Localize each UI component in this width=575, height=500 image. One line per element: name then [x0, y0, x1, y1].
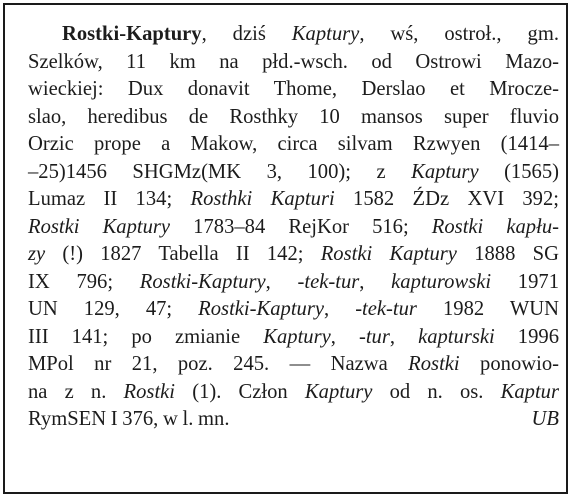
text-run: Szelków, 11 km na płd.-wsch. od Ostrowi Mazo-	[28, 50, 559, 73]
text-run: 1582 ŹDz XVI 392;	[334, 188, 559, 210]
text-run: ,	[389, 325, 419, 348]
italic-run: Kaptury	[411, 160, 479, 183]
italic-run: Rostki kapłu-	[431, 215, 559, 238]
dictionary-entry-box	[3, 3, 568, 494]
italic-run: Rostki Kaptury	[28, 215, 171, 238]
text-run: , wś, ostroł., gm.	[359, 23, 559, 45]
entry-line	[28, 186, 559, 214]
italic-run: Kaptury	[291, 23, 360, 45]
italic-run: Rosthki Kapturi	[190, 188, 335, 210]
entry-line	[28, 269, 559, 297]
text-run: ponowio-	[459, 353, 559, 375]
entry-line	[28, 296, 559, 324]
italic-run: Kaptury	[263, 325, 331, 348]
italic-run: -tek-tur	[297, 270, 360, 293]
text-run: , dziś	[201, 23, 292, 45]
text-run: ,	[330, 325, 359, 348]
text-run: na z n.	[28, 380, 124, 403]
text-run: 1888 SG	[456, 243, 559, 265]
text-run: 1783–84 RejKor 516;	[170, 215, 432, 238]
text-run: –25)1456 SHGMz(MK 3, 100); z	[28, 160, 412, 183]
entry-line	[28, 76, 559, 104]
dictionary-entry-text	[28, 21, 559, 434]
entry-line	[28, 214, 559, 242]
italic-run: -tur	[358, 325, 390, 348]
italic-run: Kaptur	[500, 380, 559, 403]
entry-line	[28, 21, 559, 49]
entry-line	[28, 159, 559, 187]
text-run: od n. os.	[372, 380, 501, 403]
text-run: 1982 WUN	[416, 298, 559, 320]
italic-run: kapturski	[418, 325, 495, 348]
entry-line	[28, 49, 559, 77]
entry-line	[28, 324, 559, 352]
text-run: wieckiej: Dux donavit Thome, Derslao et Mrocze-	[28, 78, 559, 100]
author-initials: UB	[531, 408, 559, 430]
entry-line	[28, 104, 559, 132]
text-run: MPol nr 21, poz. 245. — Nazwa	[28, 353, 409, 375]
text-run: 1996	[494, 325, 559, 348]
entry-line	[28, 379, 559, 407]
italic-run: -tek-tur	[355, 298, 417, 320]
italic-run: Rostki	[408, 353, 460, 375]
italic-run: Rostki	[123, 380, 176, 403]
italic-run: Rostki-Kaptury	[139, 270, 266, 293]
entry-line	[28, 241, 559, 269]
text-run: slao, heredibus de Rosthky 10 mansos super fluvio	[28, 105, 559, 128]
text-run: UN 129, 47;	[28, 298, 199, 320]
headword: Rostki-Kaptury	[62, 23, 202, 45]
italic-run: zy	[28, 243, 46, 265]
italic-run: Rostki Kaptury	[320, 243, 457, 265]
entry-line	[28, 351, 559, 379]
text-run: ,	[324, 298, 356, 320]
italic-run: Kaptury	[304, 380, 373, 403]
text-run: (!) 1827 Tabella II 142;	[45, 243, 321, 265]
text-run: ,	[265, 270, 298, 293]
text-run: 1971	[491, 270, 559, 293]
italic-run: Rostki-Kaptury	[198, 298, 325, 320]
text-run: ,	[359, 270, 392, 293]
entry-final-line	[28, 406, 559, 434]
text-run: III 141; po zmianie	[28, 325, 264, 348]
text-run: (1565)	[478, 160, 559, 183]
entry-final-text: RymSEN I 376, w l. mn.	[28, 408, 230, 430]
text-run: IX 796;	[28, 270, 140, 293]
text-run: (1). Człon	[175, 380, 305, 403]
italic-run: kapturowski	[391, 270, 492, 293]
text-run: Orzic prope a Makow, circa silvam Rzwyen (1414–	[28, 133, 559, 155]
entry-line	[28, 131, 559, 159]
text-run: Lumaz II 134;	[28, 188, 191, 210]
